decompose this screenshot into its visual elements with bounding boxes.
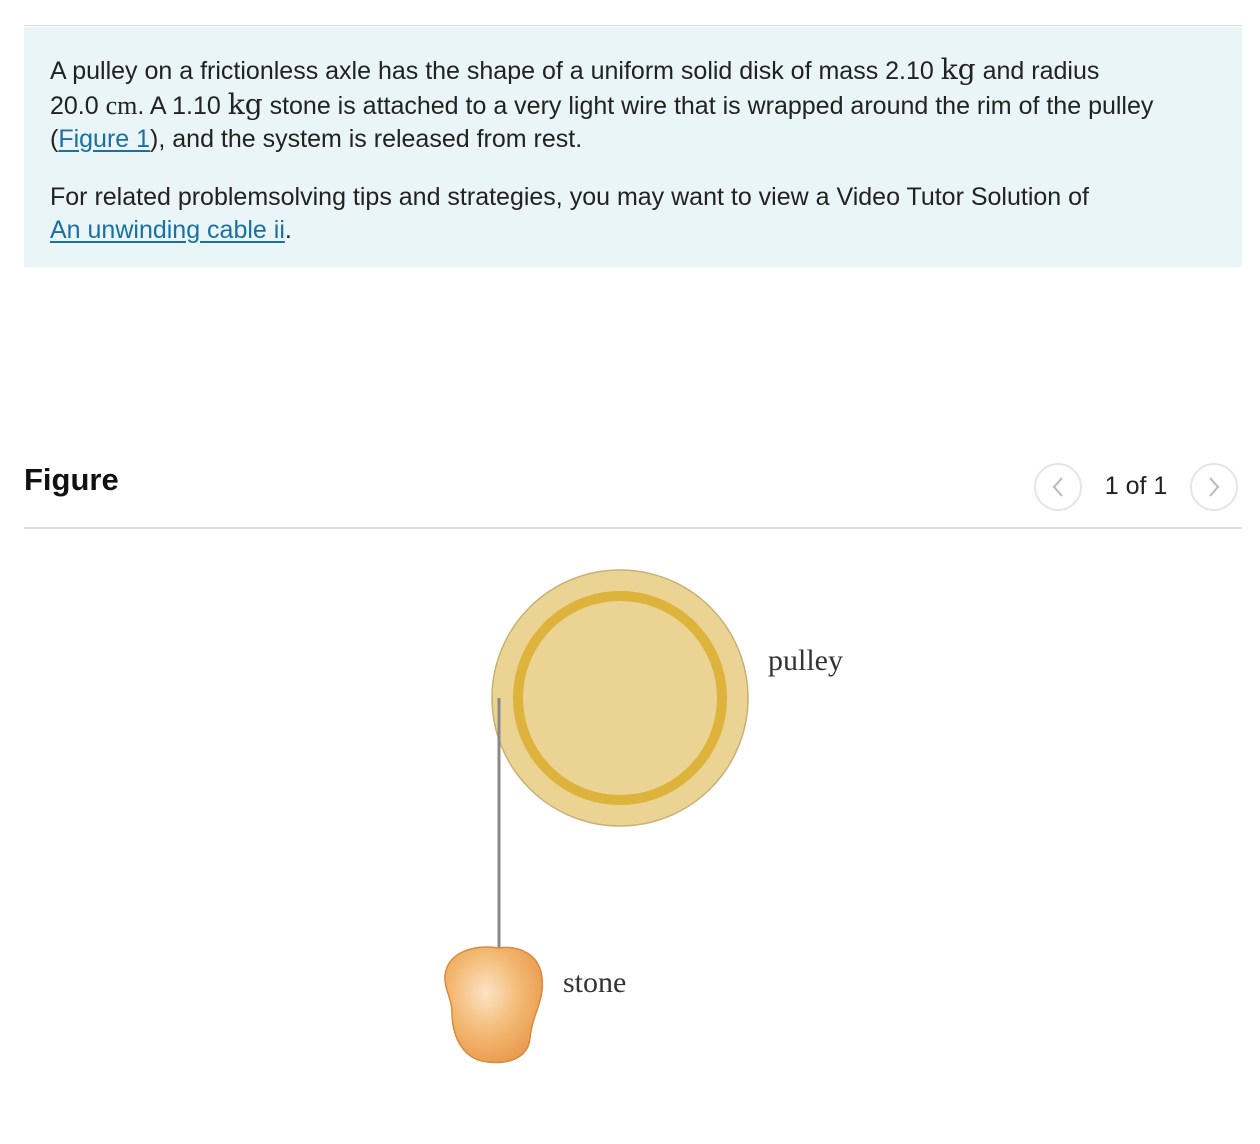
problem-text: and radius [975, 57, 1100, 85]
unit-kg: kg [227, 88, 263, 121]
unit-kg: kg [940, 53, 976, 86]
chevron-left-icon [1036, 465, 1080, 509]
stone [445, 947, 543, 1062]
video-tutor-paragraph [50, 181, 1216, 247]
problem-text: . A 1.10 [137, 92, 228, 120]
stone-label: stone [563, 966, 627, 999]
problem-paragraph [50, 53, 1216, 156]
figure-title: Figure [24, 462, 119, 497]
figure-1-link[interactable]: Figure 1 [58, 125, 151, 153]
problem-text: A pulley on a frictionless axle has the shape of a uniform solid disk of mass 2.10 [50, 57, 941, 85]
problem-text: ( [50, 125, 59, 153]
page-counter: 1 of 1 [1104, 472, 1168, 500]
pulley [492, 570, 748, 826]
video-tutor-text: . [284, 216, 292, 244]
previous-figure-button[interactable] [1034, 463, 1082, 511]
next-figure-button[interactable] [1190, 463, 1238, 511]
problem-text: stone is attached to a very light wire that is wrapped around the rim of the pulley [262, 92, 1154, 120]
figure-header [24, 456, 1242, 528]
problem-statement [24, 27, 1242, 267]
problem-text: 20.0 [50, 92, 106, 120]
pulley-label: pulley [768, 644, 843, 677]
pulley-disk [492, 570, 748, 826]
chevron-right-icon [1192, 465, 1236, 509]
pulley-figure [0, 530, 1260, 1144]
unit-cm: cm [105, 91, 138, 120]
video-tutor-link[interactable]: An unwinding cable ii [50, 216, 285, 244]
top-divider [24, 25, 1242, 26]
video-tutor-text: For related problemsolving tips and strategies, you may want to view a Video Tutor Solution of [50, 183, 1089, 211]
problem-text: ), and the system is released from rest. [150, 125, 583, 153]
figure-divider [24, 527, 1242, 529]
